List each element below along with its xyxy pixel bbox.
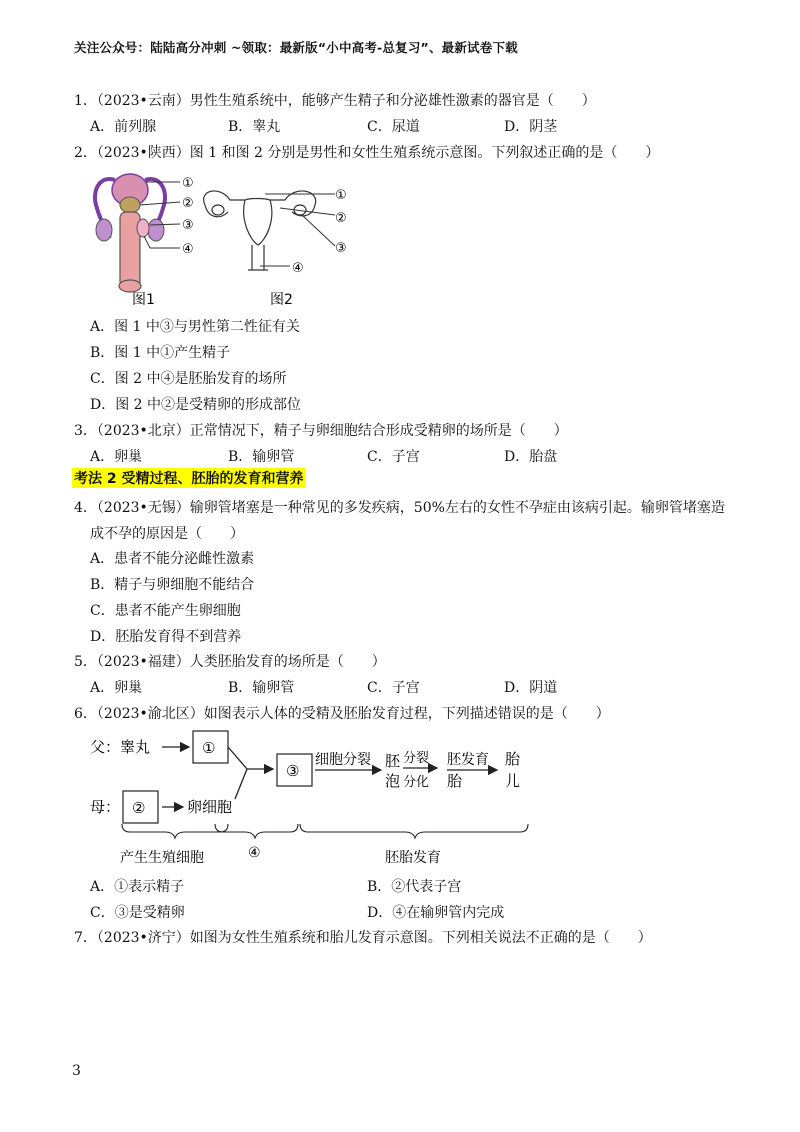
division-label: 分裂	[403, 751, 430, 766]
differentiation-label: 分化	[403, 775, 430, 790]
embryo-char: 胎	[447, 772, 463, 790]
q1-option-c: C．尿道	[367, 119, 420, 135]
q1-option-d: D．阴茎	[504, 119, 558, 135]
fig2-label-2: ②	[335, 211, 347, 226]
fig1-label-3: ③	[182, 218, 194, 233]
q6-option-d: D．④在输卵管内完成	[367, 905, 505, 921]
q6-option-c: C．③是受精卵	[90, 905, 185, 921]
question-4-stem-cont: 成不孕的原因是（ ）	[90, 526, 244, 542]
brace-mid-label: ④	[248, 845, 261, 861]
fig2-label-3: ③	[335, 241, 347, 256]
fetus-char-2: 儿	[505, 772, 521, 790]
q2-option-c: C．图 2 中④是胚胎发育的场所	[90, 371, 287, 387]
fig1-label-4: ④	[182, 242, 194, 257]
box-2-label: ②	[132, 799, 146, 817]
reproductive-system-figure	[80, 160, 360, 310]
section-title: 考法 2 受精过程、胚胎的发育和营养	[72, 468, 306, 488]
fig1-caption: 图1	[132, 292, 155, 308]
q4-option-d: D．胚胎发育得不到营养	[90, 629, 242, 645]
question-4-stem: 4．（2023•无锡）输卵管堵塞是一种常见的多发疾病，50%左右的女性不孕症由该病引起。输卵管堵塞造	[74, 500, 725, 516]
q2-option-d: D．图 2 中②是受精卵的形成部位	[90, 397, 302, 413]
q5-option-a: A．卵巢	[90, 680, 143, 696]
fetus-char-1: 胎	[505, 750, 521, 768]
cell-division-label: 细胞分裂	[315, 752, 371, 768]
question-7-stem: 7．（2023•济宁）如图为女性生殖系统和胎儿发育示意图。下列相关说法不正确的是（ ）	[74, 930, 652, 946]
q1-option-a: A．前列腺	[90, 119, 157, 135]
father-testis-label: 父：睾丸	[90, 738, 151, 756]
mother-label: 母：	[90, 798, 121, 816]
female-system-drawing	[204, 191, 316, 270]
q1-option-b: B．睾丸	[228, 119, 281, 135]
q2-option-a: A．图 1 中③与男性第二性征有关	[90, 319, 300, 335]
q5-option-c: C．子宫	[367, 680, 420, 696]
question-3-stem: 3．（2023•北京）正常情况下，精子与卵细胞结合形成受精卵的场所是（ ）	[74, 423, 568, 439]
male-system-drawing	[95, 174, 180, 292]
q4-option-c: C．患者不能产生卵细胞	[90, 603, 241, 619]
fig2-caption: 图2	[270, 292, 293, 308]
box-1-label: ①	[202, 739, 216, 757]
q3-option-d: D．胎盘	[504, 449, 558, 465]
brace-right	[300, 824, 528, 838]
question-1-stem: 1．（2023•云南）男性生殖系统中，能够产生精子和分泌雄性激素的器官是（ ）	[74, 93, 596, 109]
q5-option-b: B．输卵管	[228, 680, 295, 696]
q3-option-b: B．输卵管	[228, 449, 295, 465]
q5-option-d: D．阴道	[504, 680, 558, 696]
q6-option-b: B．②代表子宫	[367, 879, 462, 895]
fig2-label-4: ④	[292, 261, 304, 276]
fertilization-flow-diagram	[85, 724, 545, 869]
q4-option-a: A．患者不能分泌雌性激素	[90, 551, 255, 567]
question-2-stem: 2．（2023•陕西）图 1 和图 2 分别是男性和女性生殖系统示意图。下列叙述正确的是（ ）	[74, 145, 660, 161]
blastocyst-char-2: 泡	[385, 772, 401, 790]
q3-option-c: C．子宫	[367, 449, 420, 465]
q3-option-a: A．卵巢	[90, 449, 143, 465]
fig2-label-1: ①	[335, 188, 347, 203]
brace-left	[122, 824, 228, 838]
box-3-label: ③	[286, 762, 300, 780]
page-number: 3	[72, 1063, 81, 1079]
embryo-development-label: 胚发育	[447, 752, 489, 768]
question-6-stem: 6．（2023•渝北区）如图表示人体的受精及胚胎发育过程，下列描述错误的是（ ）	[74, 706, 610, 722]
page-header: 关注公众号：陆陆高分冲刺 ~领取：最新版“小中高考-总复习”、最新试卷下载	[74, 40, 518, 55]
brace-left-label: 产生生殖细胞	[120, 850, 204, 866]
q4-option-b: B．精子与卵细胞不能结合	[90, 577, 255, 593]
egg-cell-label: 卵细胞	[187, 798, 233, 816]
q6-option-a: A．①表示精子	[90, 879, 185, 895]
fig1-label-1: ①	[182, 176, 194, 191]
fig1-label-2: ②	[182, 196, 194, 211]
blastocyst-char-1: 胚	[385, 752, 401, 770]
q2-option-b: B．图 1 中①产生精子	[90, 345, 231, 361]
brace-right-label: 胚胎发育	[385, 850, 441, 866]
question-5-stem: 5．（2023•福建）人类胚胎发育的场所是（ ）	[74, 654, 386, 670]
